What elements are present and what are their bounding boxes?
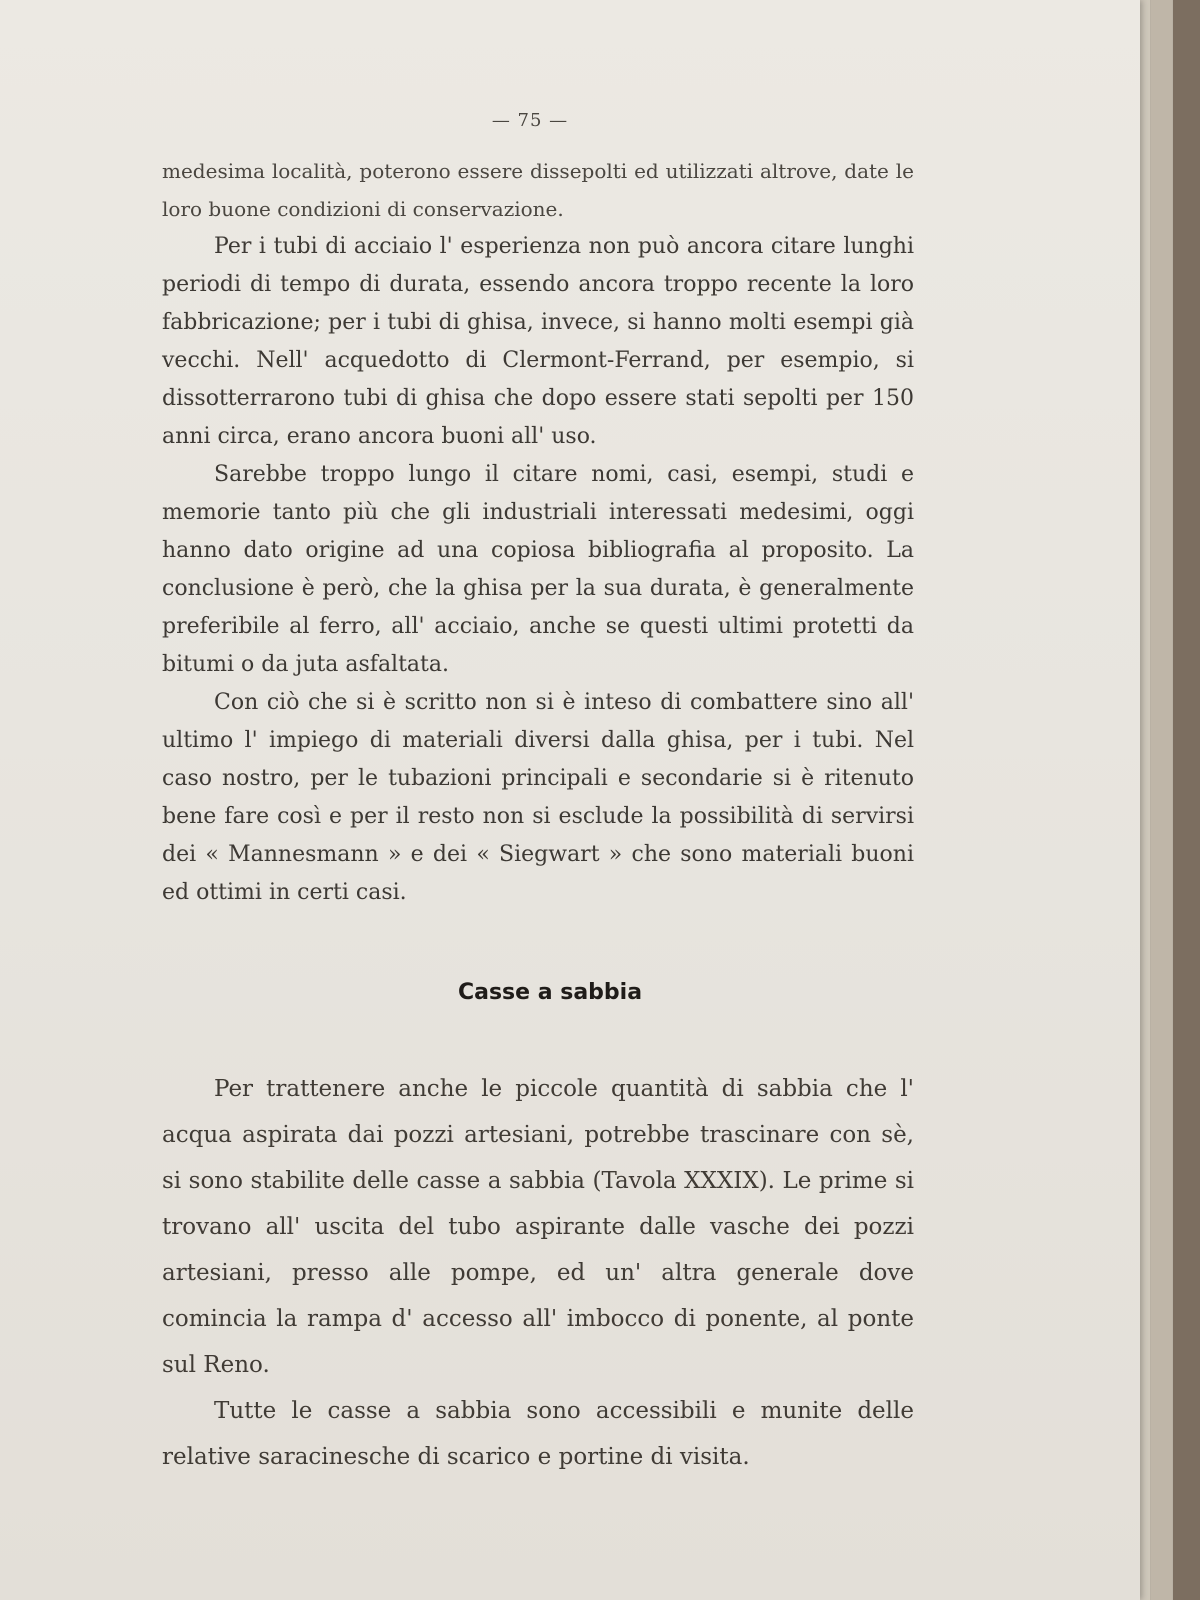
- paragraph: Per i tubi di acciaio l' esperienza non può ancora citare lunghi periodi di tempo di durata, essendo ancora troppo recente la loro fabbricazione; per i tubi di ghisa, invece, si hanno molti esempi già vecchi. Nell' acquedotto di Clermont-Ferrand, per esempio, si dissotterrarono tubi di ghisa che dopo essere stati sepolti per 150 anni circa, erano ancora buoni all' uso.: [162, 234, 914, 449]
- paragraph: Con ciò che si è scritto non si è inteso di combattere sino all' ultimo l' impiego di materiali diversi dalla ghisa, per i tubi. Nel caso nostro, per le tubazioni principali e secondarie si è ritenuto bene fare così e per il resto non si esclude la possibilità di servirsi dei « Mannesmann » e dei « Siegwart » che sono materiali buoni ed ottimi in certi casi.: [162, 690, 914, 905]
- book-edge: [1172, 0, 1200, 1600]
- section-heading: Casse a sabbia: [457, 980, 643, 1005]
- paragraph: Sarebbe troppo lungo il citare nomi, casi, esempi, studi e memorie tanto più che gli industriali interessati medesimi, oggi hanno dato origine ad una copiosa bibliografia al proposito. La conclusione è però, che la ghisa per la sua durata, è generalmente preferibile al ferro, all' acciaio, anche se questi ultimi protetti da bitumi o da juta asfaltata.: [162, 462, 914, 677]
- paragraph-continuation: medesima località, poterono essere dissepolti ed utilizzati altrove, date le loro buone condizioni di conservazione.: [162, 159, 914, 221]
- body-text-top: [162, 152, 914, 912]
- paragraph: Per trattenere anche le piccole quantità di sabbia che l' acqua aspirata dai pozzi artesiani, potrebbe trascinare con sè, si sono stabilite delle casse a sabbia (Tavola XXXIX). Le prime si trovano all' uscita del tubo aspirante dalle vasche dei pozzi artesiani, presso alle pompe, ed un' altra generale dove comincia la rampa d' accesso all' imbocco di ponente, al ponte sul Reno.: [162, 1076, 914, 1378]
- body-text-section: [162, 1066, 914, 1480]
- page-number: — 75 —: [491, 110, 569, 131]
- paragraph: Tutte le casse a sabbia sono accessibili e munite delle relative saracinesche di scarico e portine di visita.: [162, 1398, 914, 1470]
